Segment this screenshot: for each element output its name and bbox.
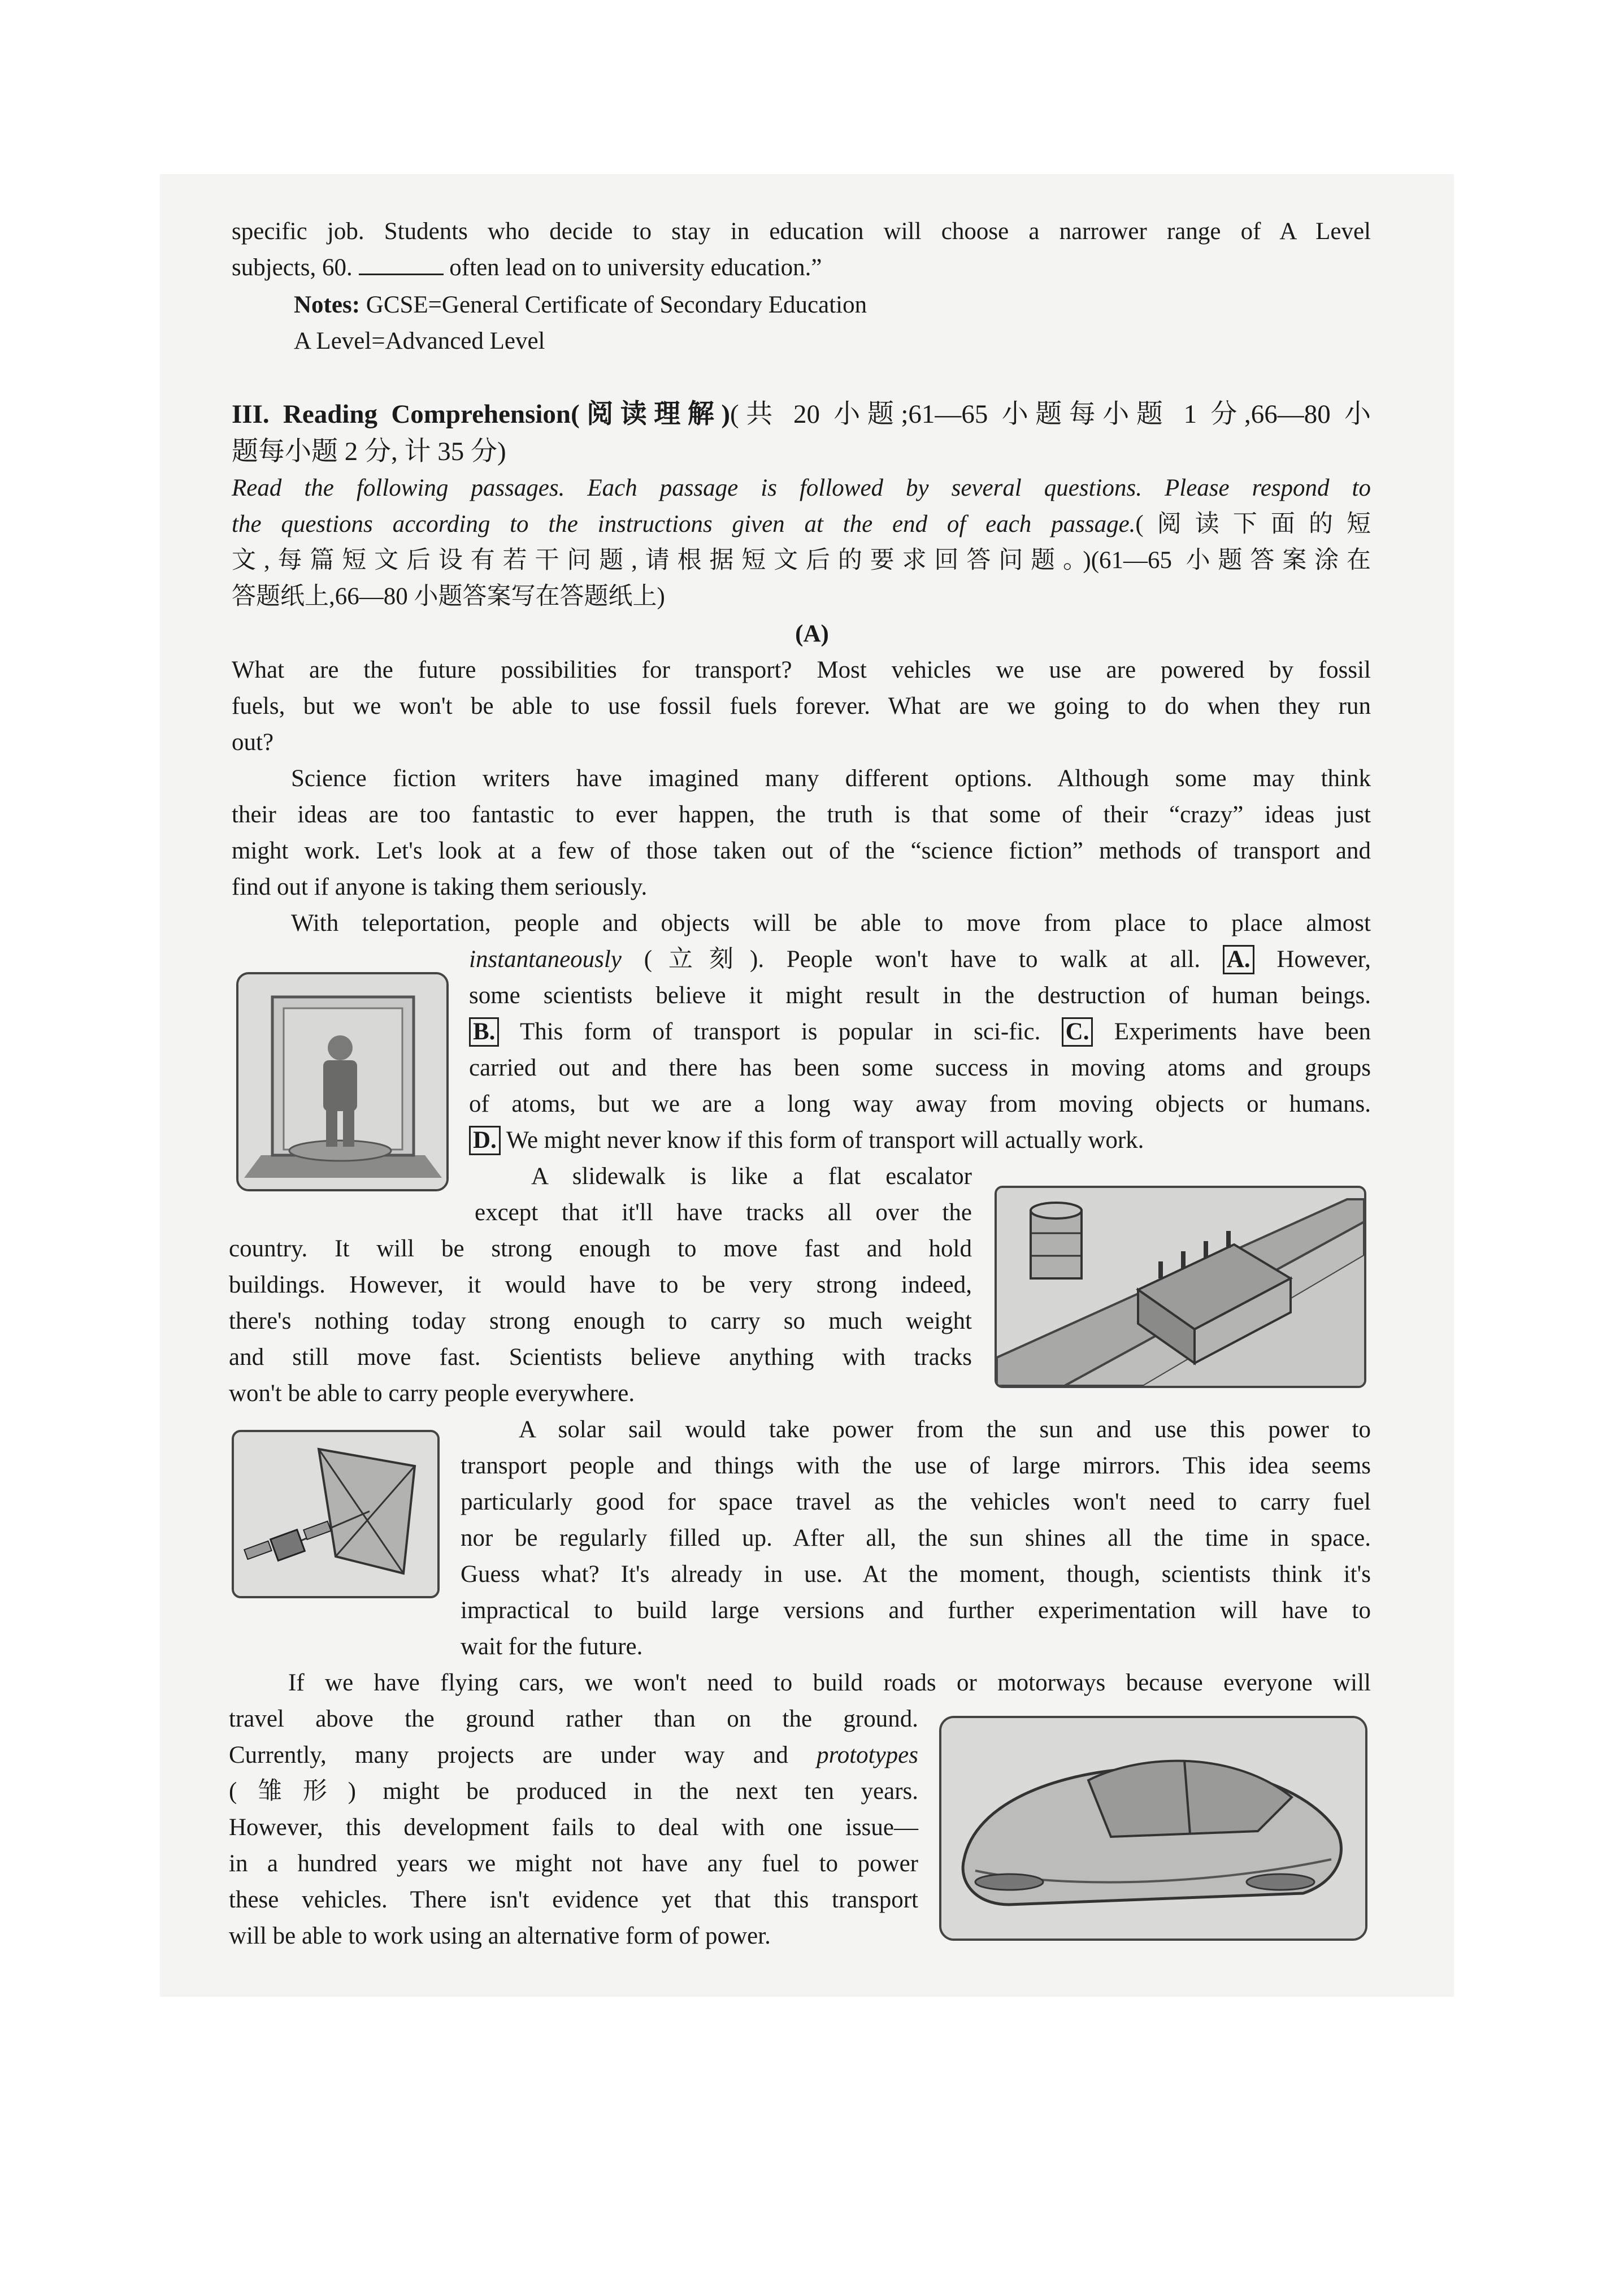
p6-line-7: these vehicles. There isn't evidence yet that this transport [229, 1887, 918, 1913]
p4-line-5: there's nothing today strong enough to carry so much weight [229, 1308, 972, 1334]
p5-line-1: A solar sail would take power from the sun and use this power to [519, 1416, 1371, 1443]
p4-line-4: buildings. However, it would have to be very strong indeed, [229, 1272, 972, 1298]
p5-line-6: impractical to build large versions and further experimentation will have to [461, 1597, 1371, 1624]
prev-line-1: specific job. Students who decide to stay in education will choose a narrower range of A Level [232, 218, 1371, 245]
p6-line-5: However, this development fails to deal with one issue— [229, 1814, 918, 1841]
instruction-line-4: 答题纸上,66—80 小题答案写在答题纸上) [232, 583, 665, 610]
p3-line-2: instantaneously (立刻). People won't have to walk at all. A. However, [469, 942, 1371, 978]
p6-line-2: travel above the ground rather than on the ground. [229, 1706, 918, 1732]
marker-c: C. [1062, 1017, 1093, 1047]
solar-sail-figure [232, 1430, 440, 1598]
marker-d: D. [469, 1126, 501, 1155]
solar-sail-icon [234, 1432, 437, 1596]
slidewalk-icon [997, 1188, 1364, 1386]
prev-line-2: subjects, 60. often lead on to university education.” [232, 250, 1371, 286]
answer-blank [359, 251, 444, 275]
p5-line-7: wait for the future. [461, 1633, 643, 1660]
p1-line-3: out? [232, 729, 274, 756]
marker-a: A. [1223, 945, 1254, 974]
p3-line-3: some scientists believe it might result in the destruction of human beings. [469, 982, 1371, 1009]
teleport-figure [236, 972, 449, 1191]
p4-line-7: won't be able to carry people everywhere. [229, 1380, 635, 1407]
p6-line-4: (雏形) might be produced in the next ten years. [229, 1778, 918, 1805]
p4-line-2: except that it'll have tracks all over the [475, 1199, 972, 1226]
flying-car-figure [939, 1716, 1367, 1941]
slidewalk-figure [995, 1186, 1366, 1388]
note-2: A Level=Advanced Level [294, 328, 545, 354]
instruction-line-1: Read the following passages. Each passage is followed by several questions. Please respond to [232, 475, 1371, 501]
p2-line-3: might work. Let's look at a few of those taken out of the “science fiction” methods of transport and [232, 838, 1371, 864]
section-title: III. Reading Comprehension(阅读理解)(共 20 小题;61—65 小题每小题 1 分,66—80 小 [232, 400, 1371, 429]
section-scoring: 题每小题 2 分, 计 35 分) [232, 437, 506, 466]
instruction-line-2: the questions according to the instructions given at the end of each passage.(阅读下面的短 [232, 511, 1371, 537]
p6-line-3: Currently, many projects are under way and prototypes [229, 1742, 918, 1768]
p6-line-1: If we have flying cars, we won't need to build roads or motorways because everyone will [288, 1669, 1371, 1696]
p2-line-2: their ideas are too fantastic to ever happen, the truth is that some of their “crazy” ideas just [232, 801, 1371, 828]
p1-line-1: What are the future possibilities for transport? Most vehicles we use are powered by fossil [232, 657, 1371, 683]
marker-b: B. [469, 1017, 499, 1047]
p4-line-3: country. It will be strong enough to move fast and hold [229, 1235, 972, 1262]
p5-line-4: nor be regularly filled up. After all, the sun shines all the time in space. [461, 1525, 1371, 1551]
passage-label: (A) [795, 621, 829, 647]
p6-line-6: in a hundred years we might not have any fuel to power [229, 1850, 918, 1877]
instruction-line-3: 文,每篇短文后设有若干问题,请根据短文后的要求回答问题。)(61—65 小题答案涂在 [232, 547, 1371, 574]
flying-car-icon [941, 1718, 1365, 1939]
p3-line-4: B. This form of transport is popular in sci-fic. C. Experiments have been [469, 1014, 1371, 1050]
p4-line-1: A slidewalk is like a flat escalator [531, 1163, 972, 1190]
teleportation-pod-icon [238, 974, 446, 1189]
notes: Notes: GCSE=General Certificate of Secondary Education [294, 292, 867, 318]
p3-line-7: D. We might never know if this form of transport will actually work. [469, 1122, 1371, 1159]
p2-line-1: Science fiction writers have imagined many different options. Although some may think [291, 765, 1371, 792]
p3-line-1: With teleportation, people and objects will be able to move from place to place almost [291, 910, 1371, 936]
p1-line-2: fuels, but we won't be able to use fossil fuels forever. What are we going to do when they run [232, 693, 1371, 719]
p4-line-6: and still move fast. Scientists believe anything with tracks [229, 1344, 972, 1371]
p3-line-5: carried out and there has been some success in moving atoms and groups [469, 1055, 1371, 1081]
p6-line-8: will be able to work using an alternative form of power. [229, 1923, 771, 1949]
p3-line-6: of atoms, but we are a long way away from moving objects or humans. [469, 1091, 1371, 1117]
p5-line-2: transport people and things with the use of large mirrors. This idea seems [461, 1452, 1371, 1479]
p5-line-3: particularly good for space travel as the vehicles won't need to carry fuel [461, 1489, 1371, 1515]
p5-line-5: Guess what? It's already in use. At the moment, though, scientists think it's [461, 1561, 1371, 1588]
p2-line-4: find out if anyone is taking them seriously. [232, 874, 648, 900]
